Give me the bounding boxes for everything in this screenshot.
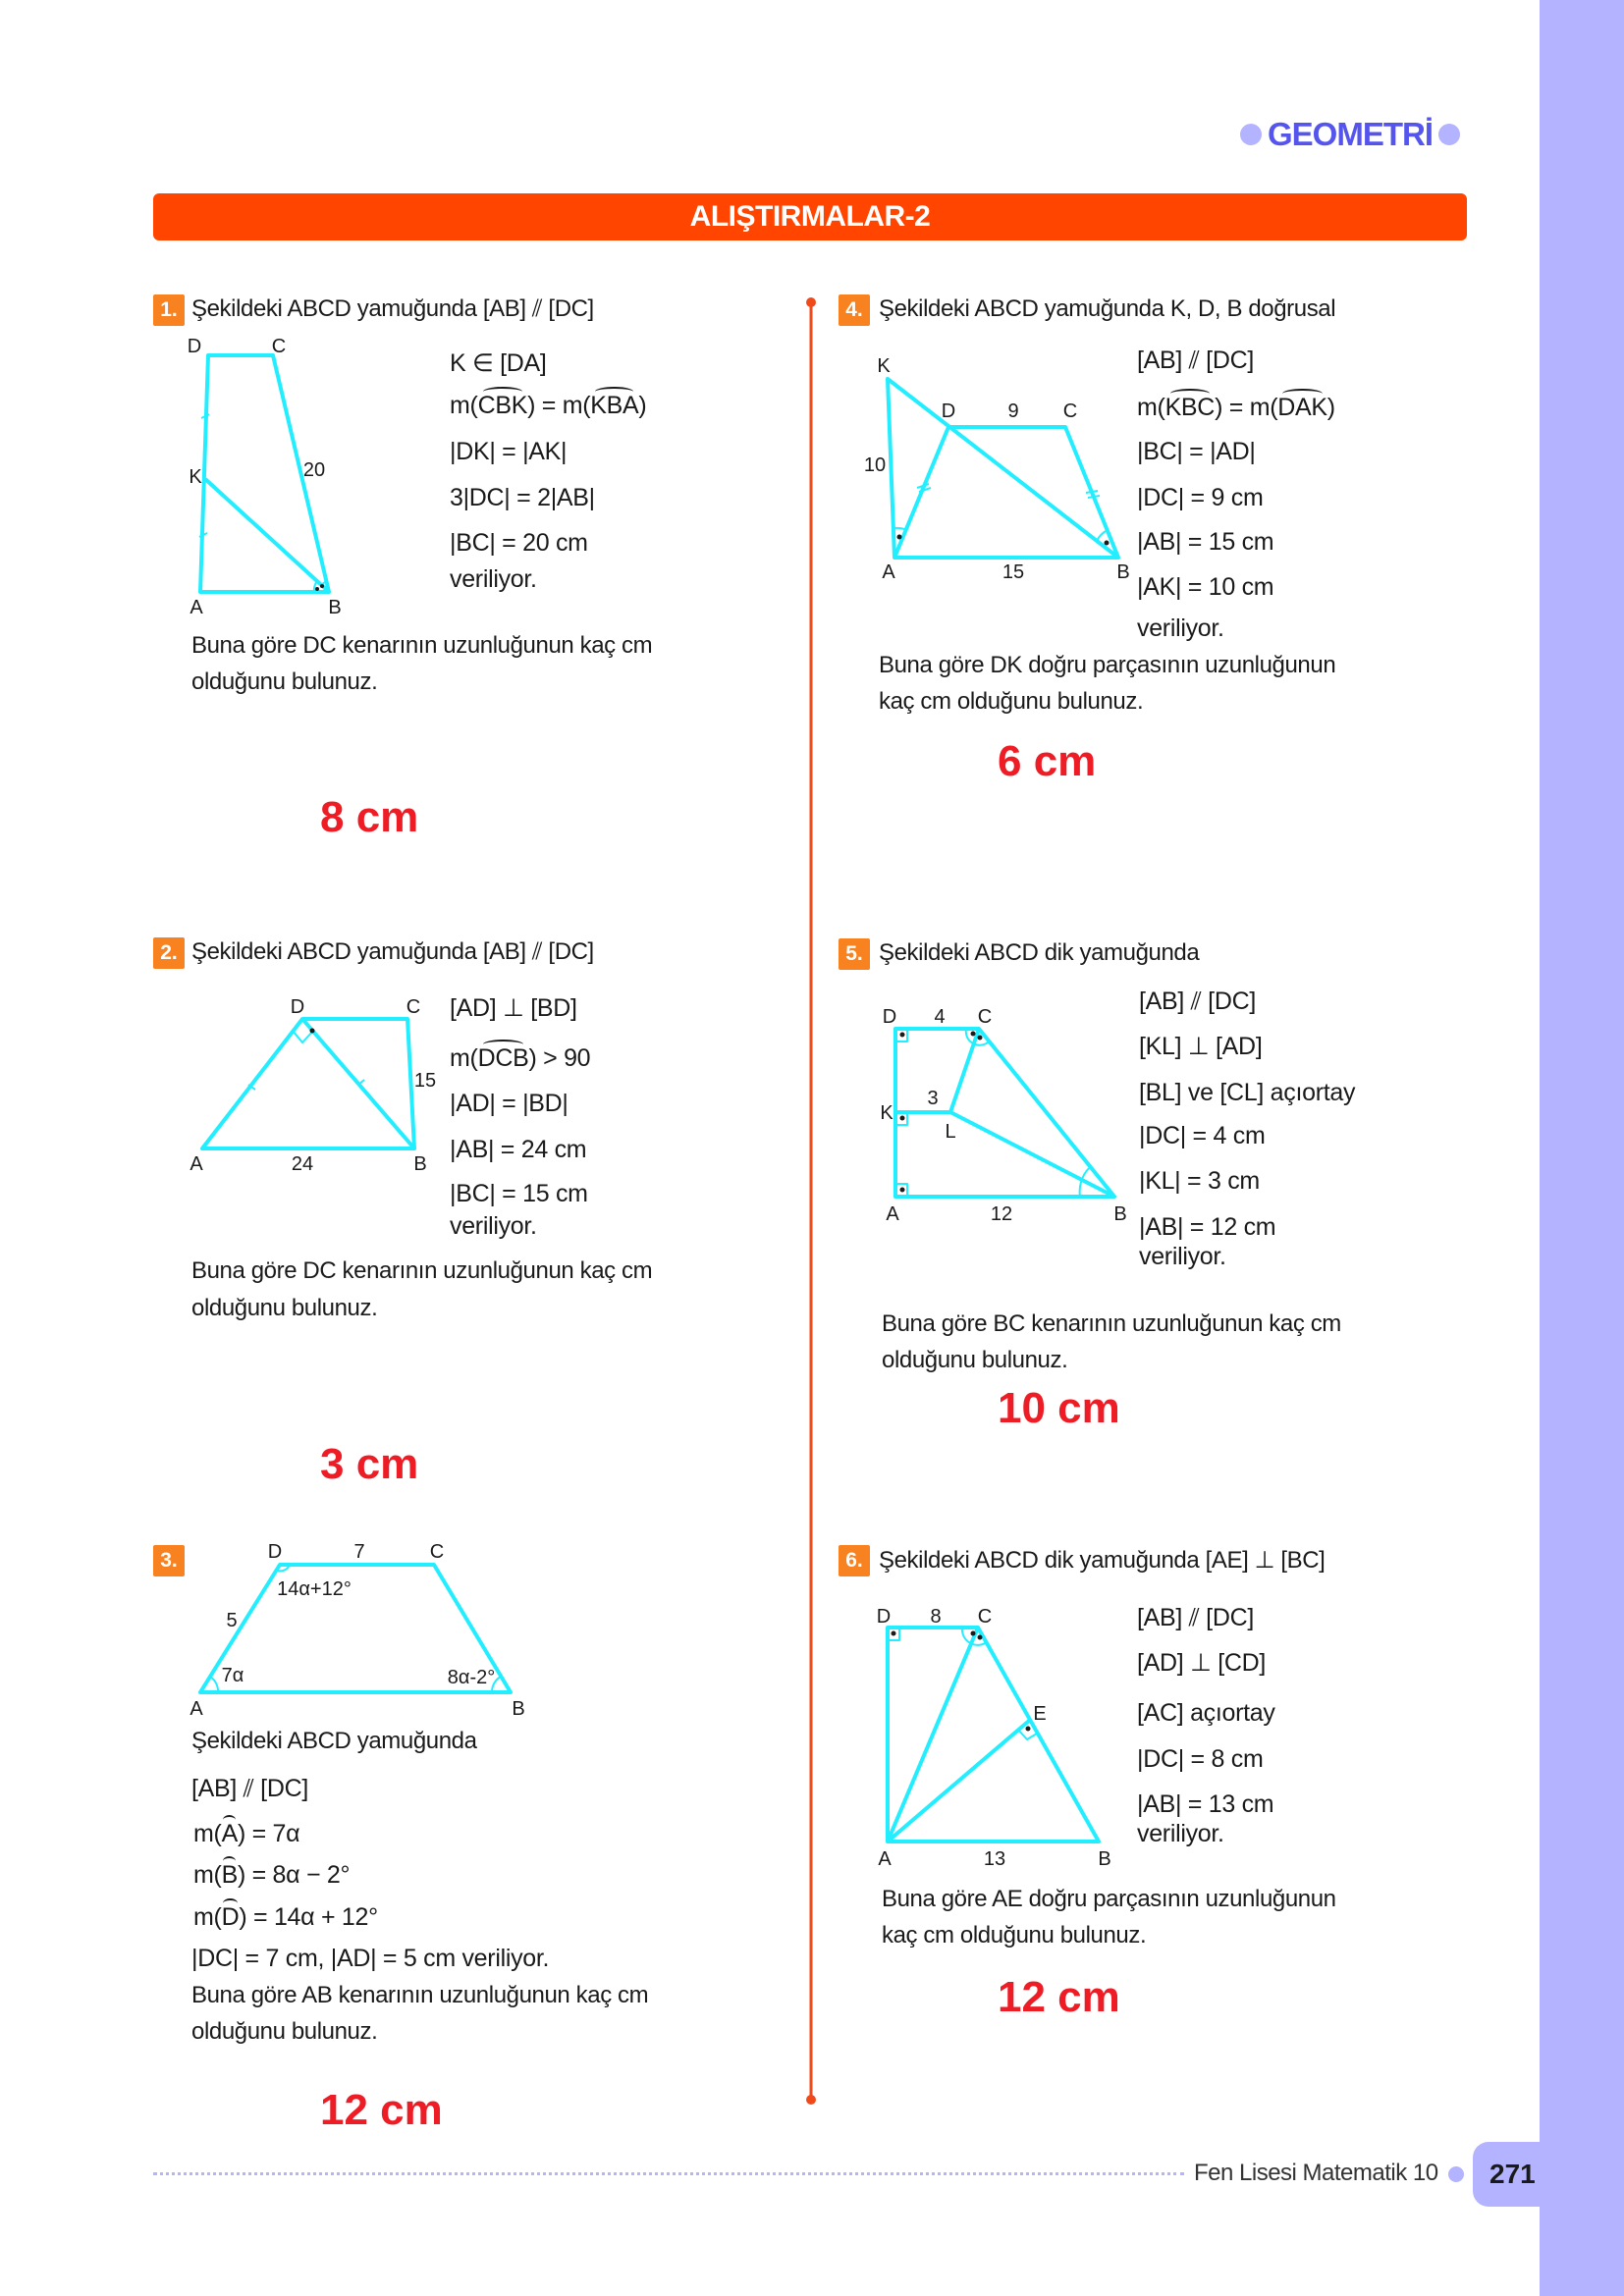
vertex-label: D	[187, 336, 202, 357]
vertex-label: B	[413, 1153, 427, 1175]
given-angle	[193, 1819, 299, 1848]
side-label: 5	[226, 1610, 238, 1631]
side-label: 7	[353, 1541, 365, 1563]
angle-label: 8α-2°	[447, 1667, 496, 1688]
side-label: 15	[1001, 561, 1025, 583]
answer: 12 cm	[998, 1973, 1120, 2021]
angle-name: D	[221, 1903, 240, 1931]
question-number: 3.	[153, 1545, 185, 1576]
vertex-label: B	[512, 1698, 525, 1720]
vertex-label: A	[886, 1203, 899, 1225]
question-number: 5.	[839, 938, 870, 970]
side-label: 8	[930, 1606, 942, 1628]
question-title: Şekildeki ABCD dik yamuğunda	[879, 939, 1200, 966]
q5-figure	[895, 1029, 1114, 1197]
given-line: [AB] ⫽ [DC]	[1137, 1604, 1254, 1631]
side-label: 24	[291, 1153, 314, 1175]
question-text: Buna göre BC kenarının uzunluğunun kaç cm	[882, 1310, 1341, 1337]
given-line: [AD] ⊥ [BD]	[450, 994, 577, 1022]
given-line: veriliyor.	[1137, 614, 1224, 642]
text: ) = 7α	[237, 1820, 300, 1847]
vertex-label: C	[977, 1606, 993, 1628]
given-line: veriliyor.	[1139, 1243, 1226, 1270]
angle-name: KBC	[1164, 394, 1216, 421]
question-intro: Şekildeki ABCD yamuğunda	[191, 1728, 477, 1754]
side-label: 4	[934, 1006, 946, 1028]
vertex-label: A	[878, 1848, 892, 1870]
given-angle	[450, 1043, 590, 1073]
given-line: [AB] ⫽ [DC]	[191, 1775, 308, 1802]
question-text: olduğunu bulunuz.	[191, 668, 378, 695]
side-label: 3	[927, 1088, 939, 1109]
question-title: Şekildeki ABCD dik yamuğunda [AE] ⊥ [BC]	[879, 1547, 1326, 1574]
vertex-label: D	[941, 400, 956, 422]
question-text: Buna göre DC kenarının uzunluğunun kaç cm	[191, 632, 653, 659]
q5-segment-lb	[950, 1112, 1114, 1197]
question-text: Buna göre DC kenarının uzunluğunun kaç cm	[191, 1257, 653, 1284]
vertex-label: L	[945, 1121, 956, 1143]
answer: 12 cm	[320, 2086, 443, 2134]
given-line: |AB| = 24 cm	[450, 1136, 587, 1163]
text: ) = m(	[527, 392, 591, 419]
vertex-label: E	[1033, 1703, 1047, 1725]
given-line: |DC| = 8 cm	[1137, 1745, 1264, 1773]
question-text: olduğunu bulunuz.	[191, 1295, 378, 1321]
angle-name: CBK	[477, 392, 528, 419]
vertex-label: K	[880, 1102, 893, 1124]
given-line: 3|DC| = 2|AB|	[450, 484, 595, 511]
given-line: veriliyor.	[1137, 1820, 1224, 1847]
question-text: Buna göre AE doğru parçasının uzunluğunun	[882, 1886, 1336, 1912]
text: m(	[450, 392, 478, 419]
angle-name: DCB	[477, 1044, 529, 1072]
q2-trapezoid	[202, 1019, 414, 1148]
text: ) = 8α − 2°	[237, 1861, 351, 1889]
text: ) > 90	[528, 1044, 591, 1072]
vertex-label: A	[189, 597, 203, 618]
given-line: |BC| = 20 cm	[450, 529, 588, 557]
given-line: [KL] ⊥ [AD]	[1139, 1033, 1263, 1060]
side-label: 15	[413, 1070, 437, 1092]
angle-name: A	[221, 1820, 238, 1847]
given-line: |DC| = 4 cm	[1139, 1122, 1266, 1149]
vertex-label: B	[328, 597, 342, 618]
question-number: 4.	[839, 294, 870, 326]
given-line: |AB| = 15 cm	[1137, 528, 1274, 556]
text: ) = m(	[1215, 394, 1278, 421]
text: m(	[193, 1820, 222, 1847]
vertex-label: A	[189, 1153, 203, 1175]
given-angle-equality	[1137, 393, 1335, 422]
given-line: [BL] ve [CL] açıortay	[1139, 1079, 1356, 1106]
question-text: kaç cm olduğunu bulunuz.	[879, 688, 1144, 715]
text: ) = 14α + 12°	[239, 1903, 378, 1931]
q4-trapezoid	[894, 427, 1118, 558]
given-line: |BC| = 15 cm	[450, 1180, 588, 1207]
answer: 3 cm	[320, 1440, 419, 1488]
angle-label: 7α	[221, 1665, 244, 1686]
side-label: 9	[1007, 400, 1019, 422]
divider-end-dot	[806, 2095, 816, 2105]
footer-dotted-line	[153, 2172, 1184, 2175]
angle-label: 14α+12°	[277, 1578, 352, 1600]
question-number: 2.	[153, 937, 185, 969]
section-title-bar: ALIŞTIRMALAR-2	[153, 193, 1467, 240]
vertex-label: C	[271, 336, 287, 357]
answer: 8 cm	[320, 793, 419, 841]
vertex-label: C	[977, 1006, 993, 1028]
q6-trapezoid	[888, 1628, 1099, 1842]
side-label: 13	[983, 1848, 1006, 1870]
footer-book-title: Fen Lisesi Matematik 10	[1194, 2160, 1438, 2186]
vertex-label: A	[882, 561, 895, 583]
page-number: 271	[1489, 2159, 1536, 2189]
vertex-label: A	[189, 1698, 203, 1720]
text: m(	[193, 1903, 222, 1931]
given-angle	[193, 1860, 350, 1890]
side-label: 12	[990, 1203, 1013, 1225]
text: )	[1326, 394, 1335, 421]
divider-end-dot	[806, 297, 816, 307]
q6-diagonal-ac	[888, 1628, 978, 1842]
vertex-label: K	[189, 466, 202, 488]
q6-segment-ae	[888, 1721, 1029, 1842]
given-angle-equality	[450, 391, 646, 420]
given-line: |AD| = |BD|	[450, 1090, 568, 1117]
given-line: |AK| = 10 cm	[1137, 573, 1274, 601]
question-number: 6.	[839, 1545, 870, 1576]
bullet-dot-icon	[1448, 2166, 1464, 2182]
vertex-label: B	[1116, 561, 1130, 583]
vertex-label: D	[290, 996, 305, 1018]
vertex-label: C	[429, 1541, 445, 1563]
q6-figure	[888, 1628, 1099, 1842]
given-line: |KL| = 3 cm	[1139, 1167, 1260, 1195]
side-label: 10	[863, 454, 887, 476]
q4-figure	[888, 379, 1118, 558]
text: m(	[193, 1861, 222, 1889]
vertex-label: D	[267, 1541, 283, 1563]
given-angle	[193, 1902, 378, 1932]
answer: 10 cm	[998, 1384, 1120, 1432]
angle-name: KBA	[590, 392, 639, 419]
given-line: [AD] ⊥ [CD]	[1137, 1649, 1266, 1677]
vertex-label: C	[1062, 400, 1078, 422]
angle-name: B	[221, 1861, 238, 1889]
question-text: kaç cm olduğunu bulunuz.	[882, 1922, 1147, 1949]
given-line: [AB] ⫽ [DC]	[1137, 347, 1254, 374]
given-line: |DK| = |AK|	[450, 438, 568, 465]
text: m(	[1137, 394, 1165, 421]
text: )	[638, 392, 647, 419]
vertex-label: B	[1113, 1203, 1127, 1225]
question-text: Buna göre AB kenarının uzunluğunun kaç cm	[191, 1982, 649, 2008]
question-text: Buna göre DK doğru parçasının uzunluğunun	[879, 652, 1336, 678]
subject-title: GEOMETRİ	[1268, 116, 1434, 152]
vertex-label: K	[877, 355, 891, 377]
side-label: 20	[302, 459, 326, 481]
given-line: [AB] ⫽ [DC]	[1139, 988, 1256, 1015]
vertex-label: B	[1098, 1848, 1111, 1870]
text: m(	[450, 1044, 478, 1072]
angle-name: DAK	[1277, 394, 1327, 421]
given-line: K ∈ [DA]	[450, 349, 547, 377]
given-line: [AC] açıortay	[1137, 1699, 1275, 1727]
vertex-label: C	[406, 996, 421, 1018]
question-title: Şekildeki ABCD yamuğunda [AB] ⫽ [DC]	[191, 938, 594, 965]
question-text: olduğunu bulunuz.	[191, 2018, 378, 2045]
q1-segment-kb	[205, 479, 329, 592]
vertex-label: D	[882, 1006, 897, 1028]
given-line: veriliyor.	[450, 1212, 537, 1240]
question-text: olduğunu bulunuz.	[882, 1347, 1068, 1373]
question-title: Şekildeki ABCD yamuğunda K, D, B doğrusal	[879, 295, 1336, 322]
question-title: Şekildeki ABCD yamuğunda [AB] ⫽ [DC]	[191, 295, 594, 322]
given-line: |BC| = |AD|	[1137, 438, 1256, 465]
q2-figure	[202, 1019, 414, 1148]
answer: 6 cm	[998, 737, 1097, 785]
vertex-label: D	[876, 1606, 892, 1628]
question-number: 1.	[153, 294, 185, 326]
given-line: |AB| = 12 cm	[1139, 1213, 1276, 1241]
given-line: |AB| = 13 cm	[1137, 1790, 1274, 1818]
given-line: veriliyor.	[450, 565, 537, 593]
given-line: |DC| = 7 cm, |AD| = 5 cm veriliyor.	[191, 1945, 550, 1972]
given-line: |DC| = 9 cm	[1137, 484, 1264, 511]
